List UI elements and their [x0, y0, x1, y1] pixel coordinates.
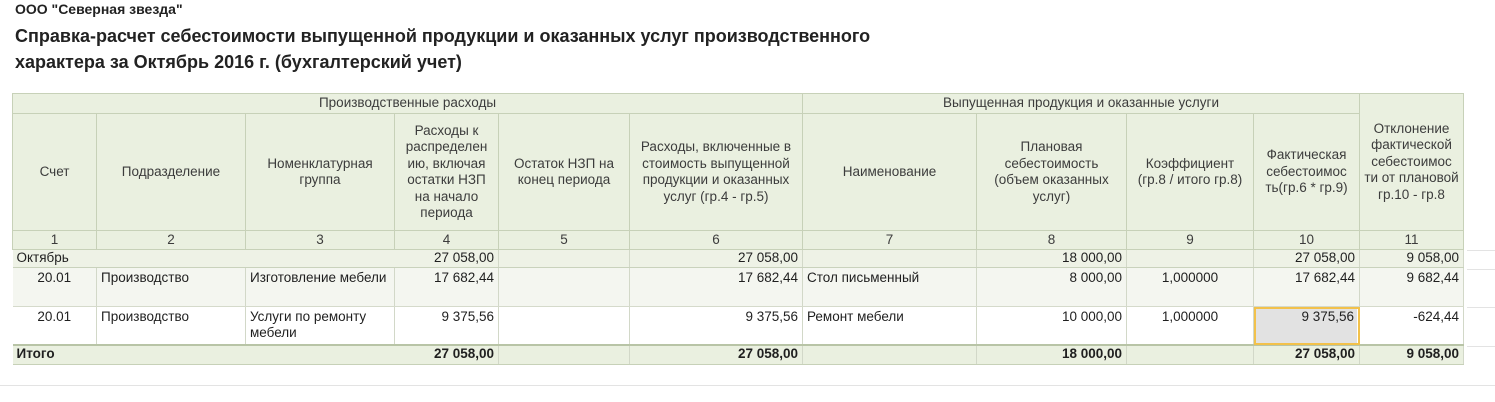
group-header-output: Выпущенная продукция и оказанные услуги	[803, 94, 1360, 114]
column-number: 6	[630, 231, 803, 250]
cell-actual-cost-selected[interactable]	[1254, 307, 1360, 346]
group-cell-7[interactable]	[803, 250, 977, 268]
cell-nomenclature-group[interactable]: Услуги по ремонту мебели	[246, 307, 395, 346]
column-header-6: Расходы, включенные в стоимость выпущенной продукции и оказанных услуг (гр.4 - гр.5)	[630, 114, 803, 231]
cell-deviation[interactable]: -624,44	[1360, 307, 1464, 346]
total-cell-6[interactable]: 27 058,00	[630, 345, 803, 365]
cell-product-name[interactable]: Ремонт мебели	[803, 307, 977, 346]
selected-cell-value[interactable]: 9 375,56	[1256, 307, 1357, 343]
column-number: 9	[1127, 231, 1254, 250]
cell-included-costs[interactable]: 9 375,56	[630, 307, 803, 346]
column-header-4: Расходы к распределен ию, включая остатки НЗП на начало периода	[395, 114, 499, 231]
table-row[interactable]	[13, 307, 1464, 346]
report-title-line2: характера за Октябрь 2016 г. (бухгалтерский учет)	[15, 52, 462, 72]
cell-deviation[interactable]: 9 682,44	[1360, 268, 1464, 307]
cell-costs-to-distribute[interactable]: 9 375,56	[395, 307, 499, 346]
column-header-8: Плановая себестоимость (объем оказанных услуг)	[977, 114, 1127, 231]
cell-wip-balance[interactable]	[499, 307, 630, 346]
column-number: 3	[246, 231, 395, 250]
group-row-october[interactable]	[13, 250, 1464, 268]
total-cell-5[interactable]	[499, 345, 630, 365]
cell-planned-cost[interactable]: 8 000,00	[977, 268, 1127, 307]
group-cell-5[interactable]	[499, 250, 630, 268]
column-number: 4	[395, 231, 499, 250]
column-number: 7	[803, 231, 977, 250]
cell-nomenclature-group[interactable]: Изготовление мебели	[246, 268, 395, 307]
report-title	[15, 23, 870, 75]
group-cell-9[interactable]	[1127, 250, 1254, 268]
cell-account[interactable]: 20.01	[13, 268, 97, 307]
group-cell-10[interactable]: 27 058,00	[1254, 250, 1360, 268]
cell-included-costs[interactable]: 17 682,44	[630, 268, 803, 307]
cell-coefficient[interactable]: 1,000000	[1127, 307, 1254, 346]
cell-costs-to-distribute[interactable]: 17 682,44	[395, 268, 499, 307]
group-cell-4[interactable]: 27 058,00	[395, 250, 499, 268]
column-header-11: Отклонение фактической себестоимос ти от плановой гр.10 - гр.8	[1360, 94, 1464, 231]
total-label[interactable]: Итого	[13, 345, 395, 365]
column-header-10: Фактическая себестоимос ть(гр.6 * гр.9)	[1254, 114, 1360, 231]
cell-department[interactable]: Производство	[97, 307, 246, 346]
total-row[interactable]	[13, 345, 1464, 365]
column-header-5: Остаток НЗП на конец периода	[499, 114, 630, 231]
column-header-3: Номенклатурная группа	[246, 114, 395, 231]
column-number: 8	[977, 231, 1127, 250]
column-number: 11	[1360, 231, 1464, 250]
group-label[interactable]: Октябрь	[13, 250, 395, 268]
group-header-production-costs: Производственные расходы	[13, 94, 803, 114]
cell-wip-balance[interactable]	[499, 268, 630, 307]
sheet-gridline	[1467, 250, 1495, 251]
total-cell-4[interactable]: 27 058,00	[395, 345, 499, 365]
total-cell-11[interactable]: 9 058,00	[1360, 345, 1464, 365]
group-cell-6[interactable]: 27 058,00	[630, 250, 803, 268]
group-cell-11[interactable]: 9 058,00	[1360, 250, 1464, 268]
column-header-9: Коэффициент (гр.8 / итого гр.8)	[1127, 114, 1254, 231]
sheet-gridline	[1467, 346, 1495, 347]
total-cell-9[interactable]	[1127, 345, 1254, 365]
group-cell-8[interactable]: 18 000,00	[977, 250, 1127, 268]
column-number: 10	[1254, 231, 1360, 250]
cell-coefficient[interactable]: 1,000000	[1127, 268, 1254, 307]
cell-planned-cost[interactable]: 10 000,00	[977, 307, 1127, 346]
cell-product-name[interactable]: Стол письменный	[803, 268, 977, 307]
total-cell-7[interactable]	[803, 345, 977, 365]
report-title-line1: Справка-расчет себестоимости выпущенной продукции и оказанных услуг производственного	[15, 26, 871, 46]
column-number: 1	[13, 231, 97, 250]
table-row[interactable]	[13, 268, 1464, 307]
column-number: 5	[499, 231, 630, 250]
total-cell-8[interactable]: 18 000,00	[977, 345, 1127, 365]
organization-name: ООО "Северная звезда"	[15, 1, 183, 17]
cost-report-table	[12, 93, 1464, 365]
column-header-2: Подразделение	[97, 114, 246, 231]
cell-actual-cost[interactable]: 17 682,44	[1254, 268, 1360, 307]
total-cell-10[interactable]: 27 058,00	[1254, 345, 1360, 365]
cell-department[interactable]: Производство	[97, 268, 246, 307]
sheet-gridline	[1467, 269, 1495, 270]
column-header-7: Наименование	[803, 114, 977, 231]
sheet-gridline	[1467, 307, 1495, 308]
sheet-gridline	[0, 385, 1495, 386]
cell-account[interactable]: 20.01	[13, 307, 97, 346]
column-number: 2	[97, 231, 246, 250]
column-header-1: Счет	[13, 114, 97, 231]
